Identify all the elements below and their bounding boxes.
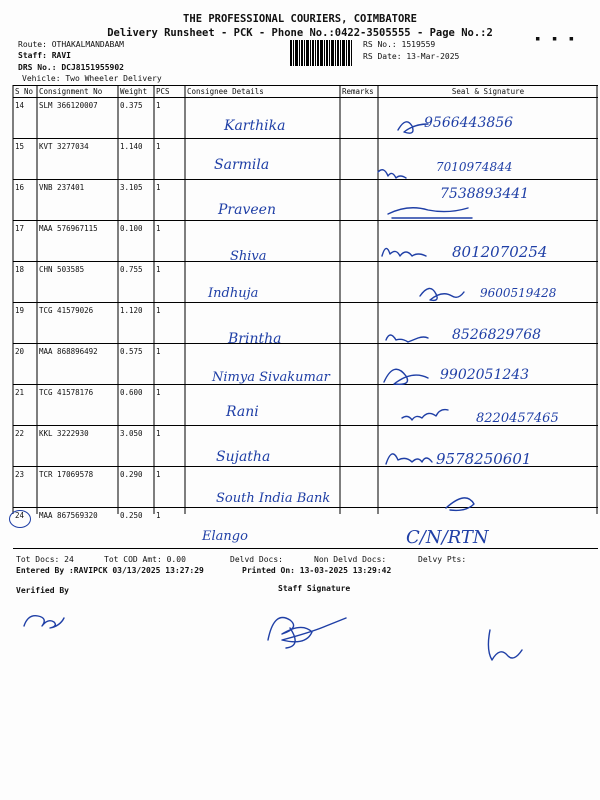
- pcs: 1: [154, 139, 185, 180]
- weight: 3.050: [118, 426, 154, 467]
- consignee-hw: Praveen: [218, 202, 276, 218]
- sno: 21: [13, 385, 37, 426]
- seal-number-hw: 7010974844: [436, 160, 513, 174]
- route: Route: OTHAKALMANDABAM: [18, 40, 124, 49]
- delvy-pts: Delvy Pts:: [418, 555, 467, 564]
- consignment-no: MAA 867569320: [37, 508, 118, 549]
- signature-mark: [378, 170, 406, 178]
- entered-by: Entered By :RAVIPCK 03/13/2025 13:27:29: [16, 566, 204, 575]
- rs-date: RS Date: 13-Mar-2025: [363, 52, 460, 61]
- weight: 0.755: [118, 262, 154, 303]
- col-consignment: Consignment No: [37, 86, 118, 98]
- signature-mark: [388, 208, 472, 218]
- pcs: 1: [154, 98, 185, 139]
- drs-no: DRS No.: DCJ8151955902: [18, 63, 124, 72]
- consignment-no: MAA 576967115: [37, 221, 118, 262]
- sno: 16: [13, 180, 37, 221]
- weight: 0.575: [118, 344, 154, 385]
- col-weight: Weight: [118, 86, 154, 98]
- seal-number-hw: 9600519428: [480, 286, 557, 300]
- rs-no: RS No.: 1519559: [363, 40, 436, 49]
- consignee-hw: Karthika: [224, 118, 286, 134]
- staff: Staff: RAVI: [18, 51, 71, 60]
- consignee-hw: Sujatha: [216, 449, 271, 465]
- seal-number-hw: 7538893441: [440, 186, 530, 202]
- sno: 14: [13, 98, 37, 139]
- consignee-hw: South India Bank: [216, 491, 331, 506]
- pcs: 1: [154, 262, 185, 303]
- pcs: 1: [154, 221, 185, 262]
- signature-mark: [402, 410, 448, 420]
- staff-signature-label: Staff Signature: [278, 584, 351, 593]
- col-seal-signature: Seal & Signature: [378, 86, 598, 98]
- consignee-hw: Nimya Sivakumar: [212, 370, 330, 385]
- col-pcs: PCS: [154, 86, 185, 98]
- sno: 18: [13, 262, 37, 303]
- consignee-hw: Rani: [226, 404, 259, 420]
- sno: 15: [13, 139, 37, 180]
- consignee-hw: Sarmila: [214, 157, 270, 173]
- consignment-no: MAA 868896492: [37, 344, 118, 385]
- pcs: 1: [154, 344, 185, 385]
- seal-number-hw: 8220457465: [476, 411, 559, 426]
- vehicle: Vehicle: Two Wheeler Delivery: [22, 74, 162, 83]
- consignee-hw: Indhuja: [208, 286, 259, 301]
- consignment-no: TCR 17069578: [37, 467, 118, 508]
- sno: 19: [13, 303, 37, 344]
- seal-number-hw: 9902051243: [440, 367, 530, 383]
- signature-mark: [386, 335, 428, 342]
- pcs: 1: [154, 426, 185, 467]
- pcs: 1: [154, 467, 185, 508]
- punch-dots: ▪ ▪ ▪: [535, 34, 578, 44]
- consignment-no: SLM 366120007: [37, 98, 118, 139]
- col-remarks: Remarks: [340, 86, 378, 98]
- weight: 1.140: [118, 139, 154, 180]
- pcs: 1: [154, 508, 185, 549]
- sno: 24: [13, 508, 37, 549]
- consignee-hw: Elango: [202, 529, 248, 544]
- consignment-no: CHN 503585: [37, 262, 118, 303]
- sno: 23: [13, 467, 37, 508]
- tot-cod: Tot COD Amt: 0.00: [104, 555, 186, 564]
- signature-mark: [386, 454, 432, 464]
- weight: 3.105: [118, 180, 154, 221]
- weight: 0.100: [118, 221, 154, 262]
- weight: 0.375: [118, 98, 154, 139]
- signature-mark: [384, 369, 428, 384]
- company-name: THE PROFESSIONAL COURIERS, COIMBATORE: [183, 13, 417, 25]
- third-signature: [488, 630, 522, 660]
- seal-number-hw: 8012070254: [452, 243, 548, 261]
- consignment-no: TCG 41579026: [37, 303, 118, 344]
- signature-mark: [420, 288, 464, 300]
- weight: 1.120: [118, 303, 154, 344]
- col-consignee: Consignee Details: [185, 86, 340, 98]
- consignment-no: KKL 3222930: [37, 426, 118, 467]
- consignment-no: TCG 41578176: [37, 385, 118, 426]
- consignee-hw: Shiva: [230, 249, 267, 264]
- non-delvd-docs: Non Delvd Docs:: [314, 555, 387, 564]
- seal-number-hw: 8526829768: [452, 327, 542, 343]
- signature-mark: [382, 248, 426, 256]
- consignment-no: VNB 237401: [37, 180, 118, 221]
- col-sno: S No: [13, 86, 37, 98]
- verified-signature: [24, 616, 64, 628]
- delvd-docs: Delvd Docs:: [230, 555, 283, 564]
- seal-number-hw: 9566443856: [424, 115, 514, 131]
- signature-mark: [398, 122, 428, 133]
- tot-docs: Tot Docs: 24: [16, 555, 74, 564]
- sno: 17: [13, 221, 37, 262]
- consignee-hw: Brintha: [228, 331, 282, 347]
- pcs: 1: [154, 180, 185, 221]
- consignment-no: KVT 3277034: [37, 139, 118, 180]
- signature-mark: [446, 498, 474, 511]
- weight: 0.250: [118, 508, 154, 549]
- sno: 22: [13, 426, 37, 467]
- weight: 0.290: [118, 467, 154, 508]
- circled-row-marker: [9, 510, 31, 528]
- seal-number-hw: C/N/RTN: [406, 527, 489, 548]
- seal-number-hw: 9578250601: [436, 450, 532, 468]
- printed-on: Printed On: 13-03-2025 13:29:42: [242, 566, 392, 575]
- staff-signature: [268, 618, 346, 642]
- runsheet-title: Delivery Runsheet - PCK - Phone No.:0422-3505555 - Page No.:2: [107, 27, 493, 39]
- sno: 20: [13, 344, 37, 385]
- pcs: 1: [154, 303, 185, 344]
- verified-by-label: Verified By: [16, 586, 69, 595]
- pcs: 1: [154, 385, 185, 426]
- weight: 0.600: [118, 385, 154, 426]
